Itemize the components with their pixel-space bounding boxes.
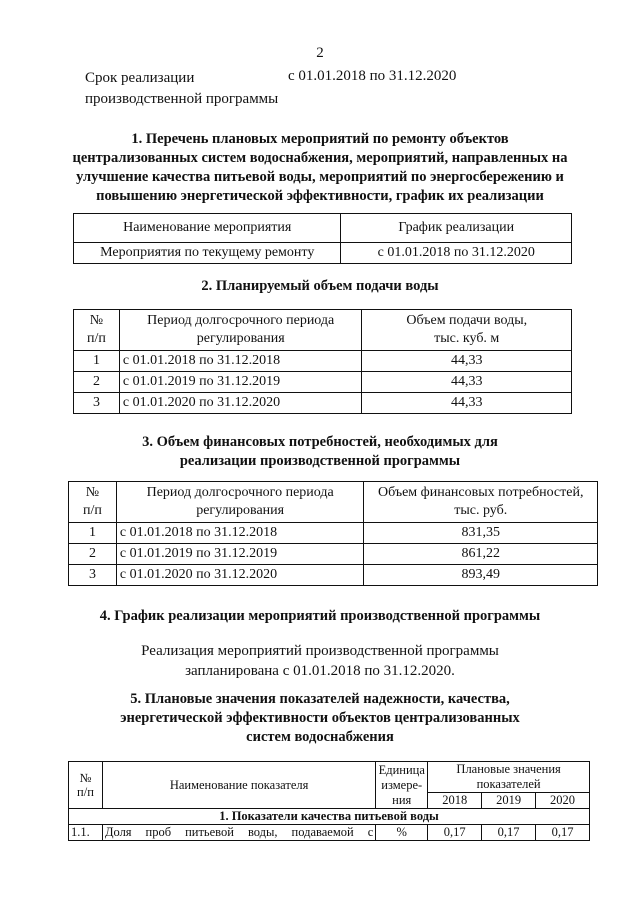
measures-table — [73, 213, 572, 264]
title-line: 5. Плановые значения показателей надежности, качества, — [130, 691, 510, 707]
table-row — [69, 565, 598, 586]
table-cell: 0,17 — [536, 825, 590, 841]
table-cell: 1 — [69, 523, 117, 544]
term-label — [85, 68, 278, 110]
table-cell: 44,33 — [362, 351, 572, 372]
section4-text — [0, 641, 640, 681]
water-volume-table — [73, 309, 572, 414]
header-text: № — [89, 313, 104, 328]
table-cell: 3 — [74, 393, 120, 414]
year-header: 2018 — [428, 793, 482, 809]
section2-title: 2. Планируемый объем подачи воды — [201, 278, 439, 294]
header-text: п/п — [77, 785, 94, 799]
table-header-row — [74, 310, 572, 351]
table-cell: с 01.01.2018 по 31.12.2020 — [341, 243, 572, 264]
header-text: п/п — [87, 331, 106, 346]
header-text: п/п — [83, 503, 102, 518]
title-line: повышению энергетической эффективности, график их реализации — [96, 188, 544, 204]
table-header-row — [74, 214, 572, 243]
header-cell — [74, 310, 120, 351]
table-cell: Мероприятия по текущему ремонту — [74, 243, 341, 264]
table-cell: с 01.01.2020 по 31.12.2020 — [116, 565, 364, 586]
table-row — [69, 523, 598, 544]
table-cell: 0,17 — [482, 825, 536, 841]
header-cell — [364, 482, 598, 523]
header-text: Период долгосрочного периода — [146, 485, 334, 500]
finance-table — [68, 481, 598, 586]
table-cell: с 01.01.2018 по 31.12.2018 — [116, 523, 364, 544]
table-row — [74, 372, 572, 393]
header-text: Период долгосрочного периода — [147, 313, 335, 328]
table-cell: с 01.01.2020 по 31.12.2020 — [119, 393, 362, 414]
header-cell — [362, 310, 572, 351]
term-label-line: производственной программы — [85, 91, 279, 107]
table-header-row — [69, 482, 598, 523]
year-header: 2019 — [482, 793, 536, 809]
section1-title — [0, 130, 640, 206]
header-text: ния — [392, 792, 412, 807]
title-line: улучшение качества питьевой воды, мероприятий по энергосбережению и — [76, 169, 564, 185]
text-line: Реализация мероприятий производственной программы — [141, 643, 499, 659]
section4-title: 4. График реализации мероприятий производственной программы — [99, 608, 541, 624]
table-cell: 1 — [74, 351, 120, 372]
table-row — [74, 243, 572, 264]
table-cell: 3 — [69, 565, 117, 586]
group-title: 1. Показатели качества питьевой воды — [69, 809, 590, 825]
table-cell: 1.1. — [69, 825, 103, 841]
header-text: Объем подачи воды, — [406, 313, 528, 328]
header-text: показателей — [476, 777, 541, 791]
table-cell: с 01.01.2019 по 31.12.2019 — [119, 372, 362, 393]
section5-title — [0, 690, 640, 747]
table-cell: 831,35 — [364, 523, 598, 544]
table-cell: 2 — [74, 372, 120, 393]
title-line: энергетической эффективности объектов централизованных — [120, 710, 520, 726]
header-cell: Наименование показателя — [102, 762, 375, 809]
indicators-table — [68, 761, 590, 841]
header-cell — [428, 762, 590, 793]
table-cell: с 01.01.2019 по 31.12.2019 — [116, 544, 364, 565]
table-group-row — [69, 809, 590, 825]
text-line: запланирована с 01.01.2018 по 31.12.2020. — [185, 663, 455, 679]
header-cell — [116, 482, 364, 523]
header-text: регулирования — [196, 503, 285, 518]
header-text: № — [85, 485, 100, 500]
header-text: Объем финансовых потребностей, — [377, 485, 584, 500]
term-label-line: Срок реализации — [85, 70, 195, 86]
title-line: централизованных систем водоснабжения, мероприятий, направленных на — [72, 150, 568, 166]
table-row — [74, 393, 572, 414]
header-cell: Наименование мероприятия — [74, 214, 341, 243]
section3-title — [0, 433, 640, 471]
table-cell: Доля проб питьевой воды, подаваемой с — [102, 825, 375, 841]
header-text: Плановые значения — [456, 762, 561, 776]
header-text: тыс. руб. — [454, 503, 508, 518]
table-cell: % — [376, 825, 428, 841]
table-row — [69, 825, 590, 841]
table-cell: 0,17 — [428, 825, 482, 841]
year-header: 2020 — [536, 793, 590, 809]
header-cell — [376, 762, 428, 809]
table-cell: с 01.01.2018 по 31.12.2018 — [119, 351, 362, 372]
header-text: № — [79, 771, 92, 785]
header-cell — [119, 310, 362, 351]
term-value: с 01.01.2018 по 31.12.2020 — [288, 68, 457, 84]
header-cell — [69, 762, 103, 809]
table-row — [74, 351, 572, 372]
table-cell: 861,22 — [364, 544, 598, 565]
title-line: реализации производственной программы — [179, 453, 461, 469]
header-text: измере- — [381, 777, 423, 792]
table-cell: 44,33 — [362, 372, 572, 393]
title-line: 3. Объем финансовых потребностей, необходимых для — [142, 434, 498, 450]
title-line: 1. Перечень плановых мероприятий по ремонту объектов — [131, 131, 509, 147]
page-number: 2 — [316, 45, 324, 61]
header-cell: График реализации — [341, 214, 572, 243]
table-row — [69, 544, 598, 565]
table-cell: 44,33 — [362, 393, 572, 414]
title-line: систем водоснабжения — [246, 729, 394, 745]
header-text: Единица — [378, 762, 425, 777]
header-cell — [69, 482, 117, 523]
table-cell: 2 — [69, 544, 117, 565]
header-text: регулирования — [196, 331, 285, 346]
header-text: тыс. куб. м — [434, 331, 500, 346]
table-cell: 893,49 — [364, 565, 598, 586]
